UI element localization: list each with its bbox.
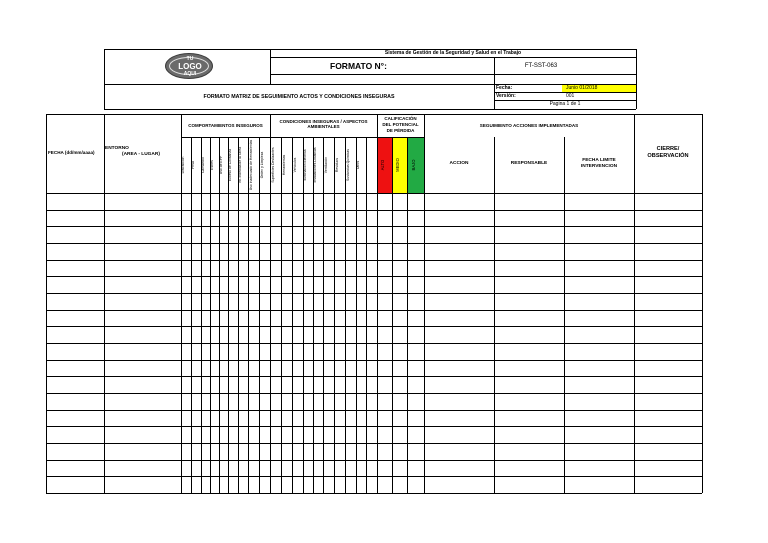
- condicion-item: Ventilación: [323, 156, 328, 174]
- calificacion-item: ALTO: [379, 159, 385, 171]
- condicion-item: Herramientas: [281, 154, 286, 176]
- comportamiento-item: Uso de EPP: [218, 155, 223, 175]
- format-label: FORMATO N°:: [330, 61, 387, 71]
- col-cierre-2: OBSERVACIÓN: [647, 153, 689, 159]
- condicion-item: Vehículos: [292, 157, 297, 173]
- group-comportamientos: COMPORTAMIENTOS INSEGUROS: [188, 123, 263, 128]
- calificacion-item: BAJO: [410, 159, 416, 171]
- comportamiento-item: Uso inadecuado de Herramientas: [248, 139, 253, 191]
- col-cierre-1: CIERRE/: [656, 146, 680, 152]
- col-fecha-limite-1: FECHA LIMITE: [582, 158, 616, 163]
- condicion-item: Superficies Deslizantes: [270, 147, 275, 183]
- comportamiento-item: Inf. Indebida de la Tarea: [238, 146, 242, 184]
- date-label: Fecha:: [496, 85, 513, 91]
- format-code: FT-SST-063: [524, 63, 558, 69]
- condicion-item: Instalaciones Locativas: [313, 147, 317, 183]
- logo: TU LOGO AQUI: [165, 53, 213, 79]
- document-title: FORMATO MATRIZ DE SEGUIMIENTO ACTOS Y CONDICIONES INSEGURAS: [203, 94, 395, 100]
- comportamiento-item: Distracción: [181, 156, 185, 174]
- group-calificacion-3: DE PÉRDIDA: [386, 128, 415, 133]
- page-label: Pagina 1 de 1: [549, 101, 581, 107]
- col-fecha: FECHA (dd/mm/aaaa): [48, 150, 95, 155]
- comportamiento-item: Orden y Limpieza: [259, 151, 264, 179]
- comportamiento-item: Estrés: [209, 160, 214, 170]
- group-calificacion-2: DEL POTENCIAL: [382, 122, 419, 127]
- group-condiciones-2: AMBIENTALES: [307, 124, 340, 129]
- system-title: Sistema de Gestión de la Seguridad y Salud en el Trabajo: [384, 50, 522, 56]
- date-value: Junio 01/2018: [566, 85, 598, 91]
- group-calificacion-1: CALIFICACIÓN: [384, 116, 417, 121]
- version-label: Versión:: [496, 93, 516, 99]
- col-responsable: RESPONSABLE: [510, 161, 548, 166]
- col-accion: ACCION: [449, 161, 469, 166]
- comportamiento-item: Prisa: [191, 161, 195, 169]
- condicion-item: Otros: [356, 160, 360, 170]
- col-fecha-limite-2: INTERVENCION: [580, 164, 618, 169]
- condicion-item: Residuos: [334, 157, 339, 173]
- col-entorno-2: (AREA - LUGAR): [122, 152, 160, 157]
- group-seguimiento: SEGUIMIENTO ACCIONES IMPLEMENTADAS: [479, 123, 579, 128]
- comportamiento-item: Cansancio: [200, 156, 205, 174]
- condicion-item: Iluminación Eléctrica: [303, 149, 307, 181]
- group-condiciones-1: CONDICIONES INSEGURAS / ASPECTOS: [279, 119, 368, 124]
- version-value: 001: [566, 93, 575, 99]
- comportamiento-item: Exceso de Confianza: [228, 148, 232, 182]
- calificacion-item: MEDIO: [394, 158, 400, 172]
- condicion-item: Sustancias Químicas: [345, 149, 350, 181]
- col-entorno-1: ENTORNO: [105, 146, 129, 151]
